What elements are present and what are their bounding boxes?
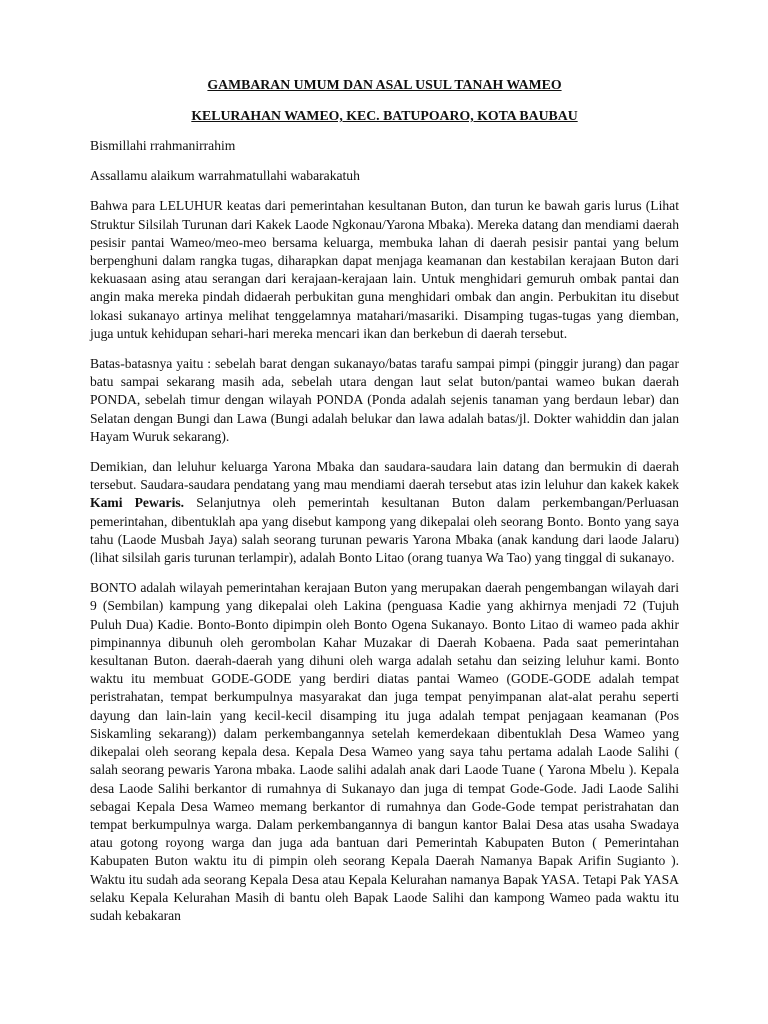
paragraph-1: Bahwa para LELUHUR keatas dari pemerintahan kesultanan Buton, dan turun ke bawah garis lurus (Lihat Struktur Silsilah Turunan dari Kakek Laode Ngkonau/Yarona Mbaka). Mereka datang dan mendiami daerah pesisir pantai Wameo/meo-meo bersama keluarga, membuka lahan di daerah pesisir pantai yang belum berpenghuni dalam rangka tugas, diharapkan dapat menjaga keamanan dan kestabilan kerajaan Buton dari kekuasaan asing atau serangan dari kerajaan-kerajaan lain. Untuk menghidari gemuruh ombak pantai dan angin maka mereka pindah didaerah perbukitan guna menghidari ombak dan angin. Perbukitan itu disebut lokasi sukanayo artinya melihat tenggelamnya matahari/masariki. Disamping tugas-tugas yang diemban, juga untuk kehidupan sehari-hari mereka mencari ikan dan berkebun di daerah tersebut.	[90, 198, 679, 341]
paragraph-3-text-a: Demikian, dan leluhur keluarga Yarona Mbaka dan saudara-saudara lain datang dan bermukin di daerah tersebut. Saudara-saudara pendatang yang mau mendiami daerah tersebut atas izin leluhur dan kakek kakek	[90, 459, 679, 493]
paragraph-2: Batas-batasnya yaitu : sebelah barat dengan sukanayo/batas tarafu sampai pimpi (pinggir jurang) dan pagar batu sampai sekarang masih ada, sebelah utara dengan laut selat buton/pantai wameo bukan daerah PONDA, sebelah timur dengan wilayah PONDA (Ponda adalah sejenis tanaman yang berdaun lebar) dan Selatan dengan Bungi dan Lawa (Bungi adalah belukar dan lawa adalah batas/jl. Dokter wahiddin dan jalan Hayam Wuruk sekarang).	[90, 356, 679, 444]
opening-basmala: Bismillahi rrahmanirrahim	[90, 138, 236, 153]
opening-greeting: Assallamu alaikum warrahmatullahi wabarakatuh	[90, 168, 360, 184]
paragraph-4: BONTO adalah wilayah pemerintahan kerajaan Buton yang merupakan daerah pengembangan wilayah dari 9 (Sembilan) kampung yang dikepalai oleh Lakina (penguasa Kadie yang akhirnya menjadi 72 (Tujuh Puluh Dua) Kadie. Bonto-Bonto dipimpin oleh Bonto Ogena Sukanayo. Bonto Litao di wameo pada akhir pimpinannya dibunuh oleh gerombolan Kahar Muzakar di Daerah Kobaena. Pada saat pemerintahan kesultanan Buton. daerah-daerah yang dihuni oleh warga adalah setahu dan seizing leluhur kami. Bonto waktu itu membuat GODE-GODE yang berdiri diatas pantai Wameo (GODE-GODE adalah tempat peristrahatan, tempat berkumpulnya masyarakat dan juga tempat penyimpanan alat-alat perahu seperti dayung dan lain-lain yang kecil-kecil disamping itu juga adalah tempat penjagaan keamanan (Pos Siskamling sekarang)) dalam perkembangannya setelah kemerdekaan dibentuklah Desa Wameo yang dikepalai oleh seorang kepala desa. Kepala Desa Wameo yang saya tahu pertama adalah Laode Salihi ( salah seorang pewaris Yarona mbaka. Laode salihi adalah anak dari Laode Tuane ( Yarona Mbelu ). Kepala desa Laode Salihi berkantor di rumahnya di Sukanayo dan juga di tempat Gode-Gode. Jadi Laode Salihi sebagai Kepala Desa Wameo memang berkantor di rumahnya dan Gode-Gode tempat peristrahatan dan tempat berkumpulnya warga. Dalam perkembangannya di bangun kantor Balai Desa atas usaha Swadaya atau gotong royong warga dan juga ada bantuan dari Pemerintah Kabupaten Buton ( Pemerintahan Kabupaten Buton waktu itu di pimpin oleh seorang Kepala Daerah Namanya Bapak Arifin Sugianto ). Waktu itu sudah ada seorang Kepala Desa atau Kepala Kelurahan namanya Bapak YASA. Tetapi Pak YASA selaku Kepala Kelurahan Masih di bantu oleh Bapak Laode Salihi dan kampong Wameo pada waktu itu sudah kebakaran	[90, 580, 679, 923]
paragraph-3	[90, 458, 679, 567]
document-subtitle: KELURAHAN WAMEO, KEC. BATUPOARO, KOTA BAUBAU	[191, 108, 578, 123]
document-body	[90, 76, 679, 937]
document-title: GAMBARAN UMUM DAN ASAL USUL TANAH WAMEO	[207, 77, 562, 92]
paragraph-3-text-b: Selanjutnya oleh pemerintah kesultanan Buton dalam perkembangan/Perluasan pemerintahan, dibentuklah apa yang disebut kampong yang dikepalai oleh seorang Bonto. Bonto yang saya tahu (Laode Musbah Jaya) salah seorang turunan pewaris Yarona Mbaka (anak kandung dari laode Jalaru) (lihat silsilah garis turunan terlampir), adalah Bonto Litao (orang tuanya Wa Tao) yang tinggal di sukanayo.	[90, 495, 679, 566]
paragraph-3-bold: Kami Pewaris.	[90, 495, 185, 511]
